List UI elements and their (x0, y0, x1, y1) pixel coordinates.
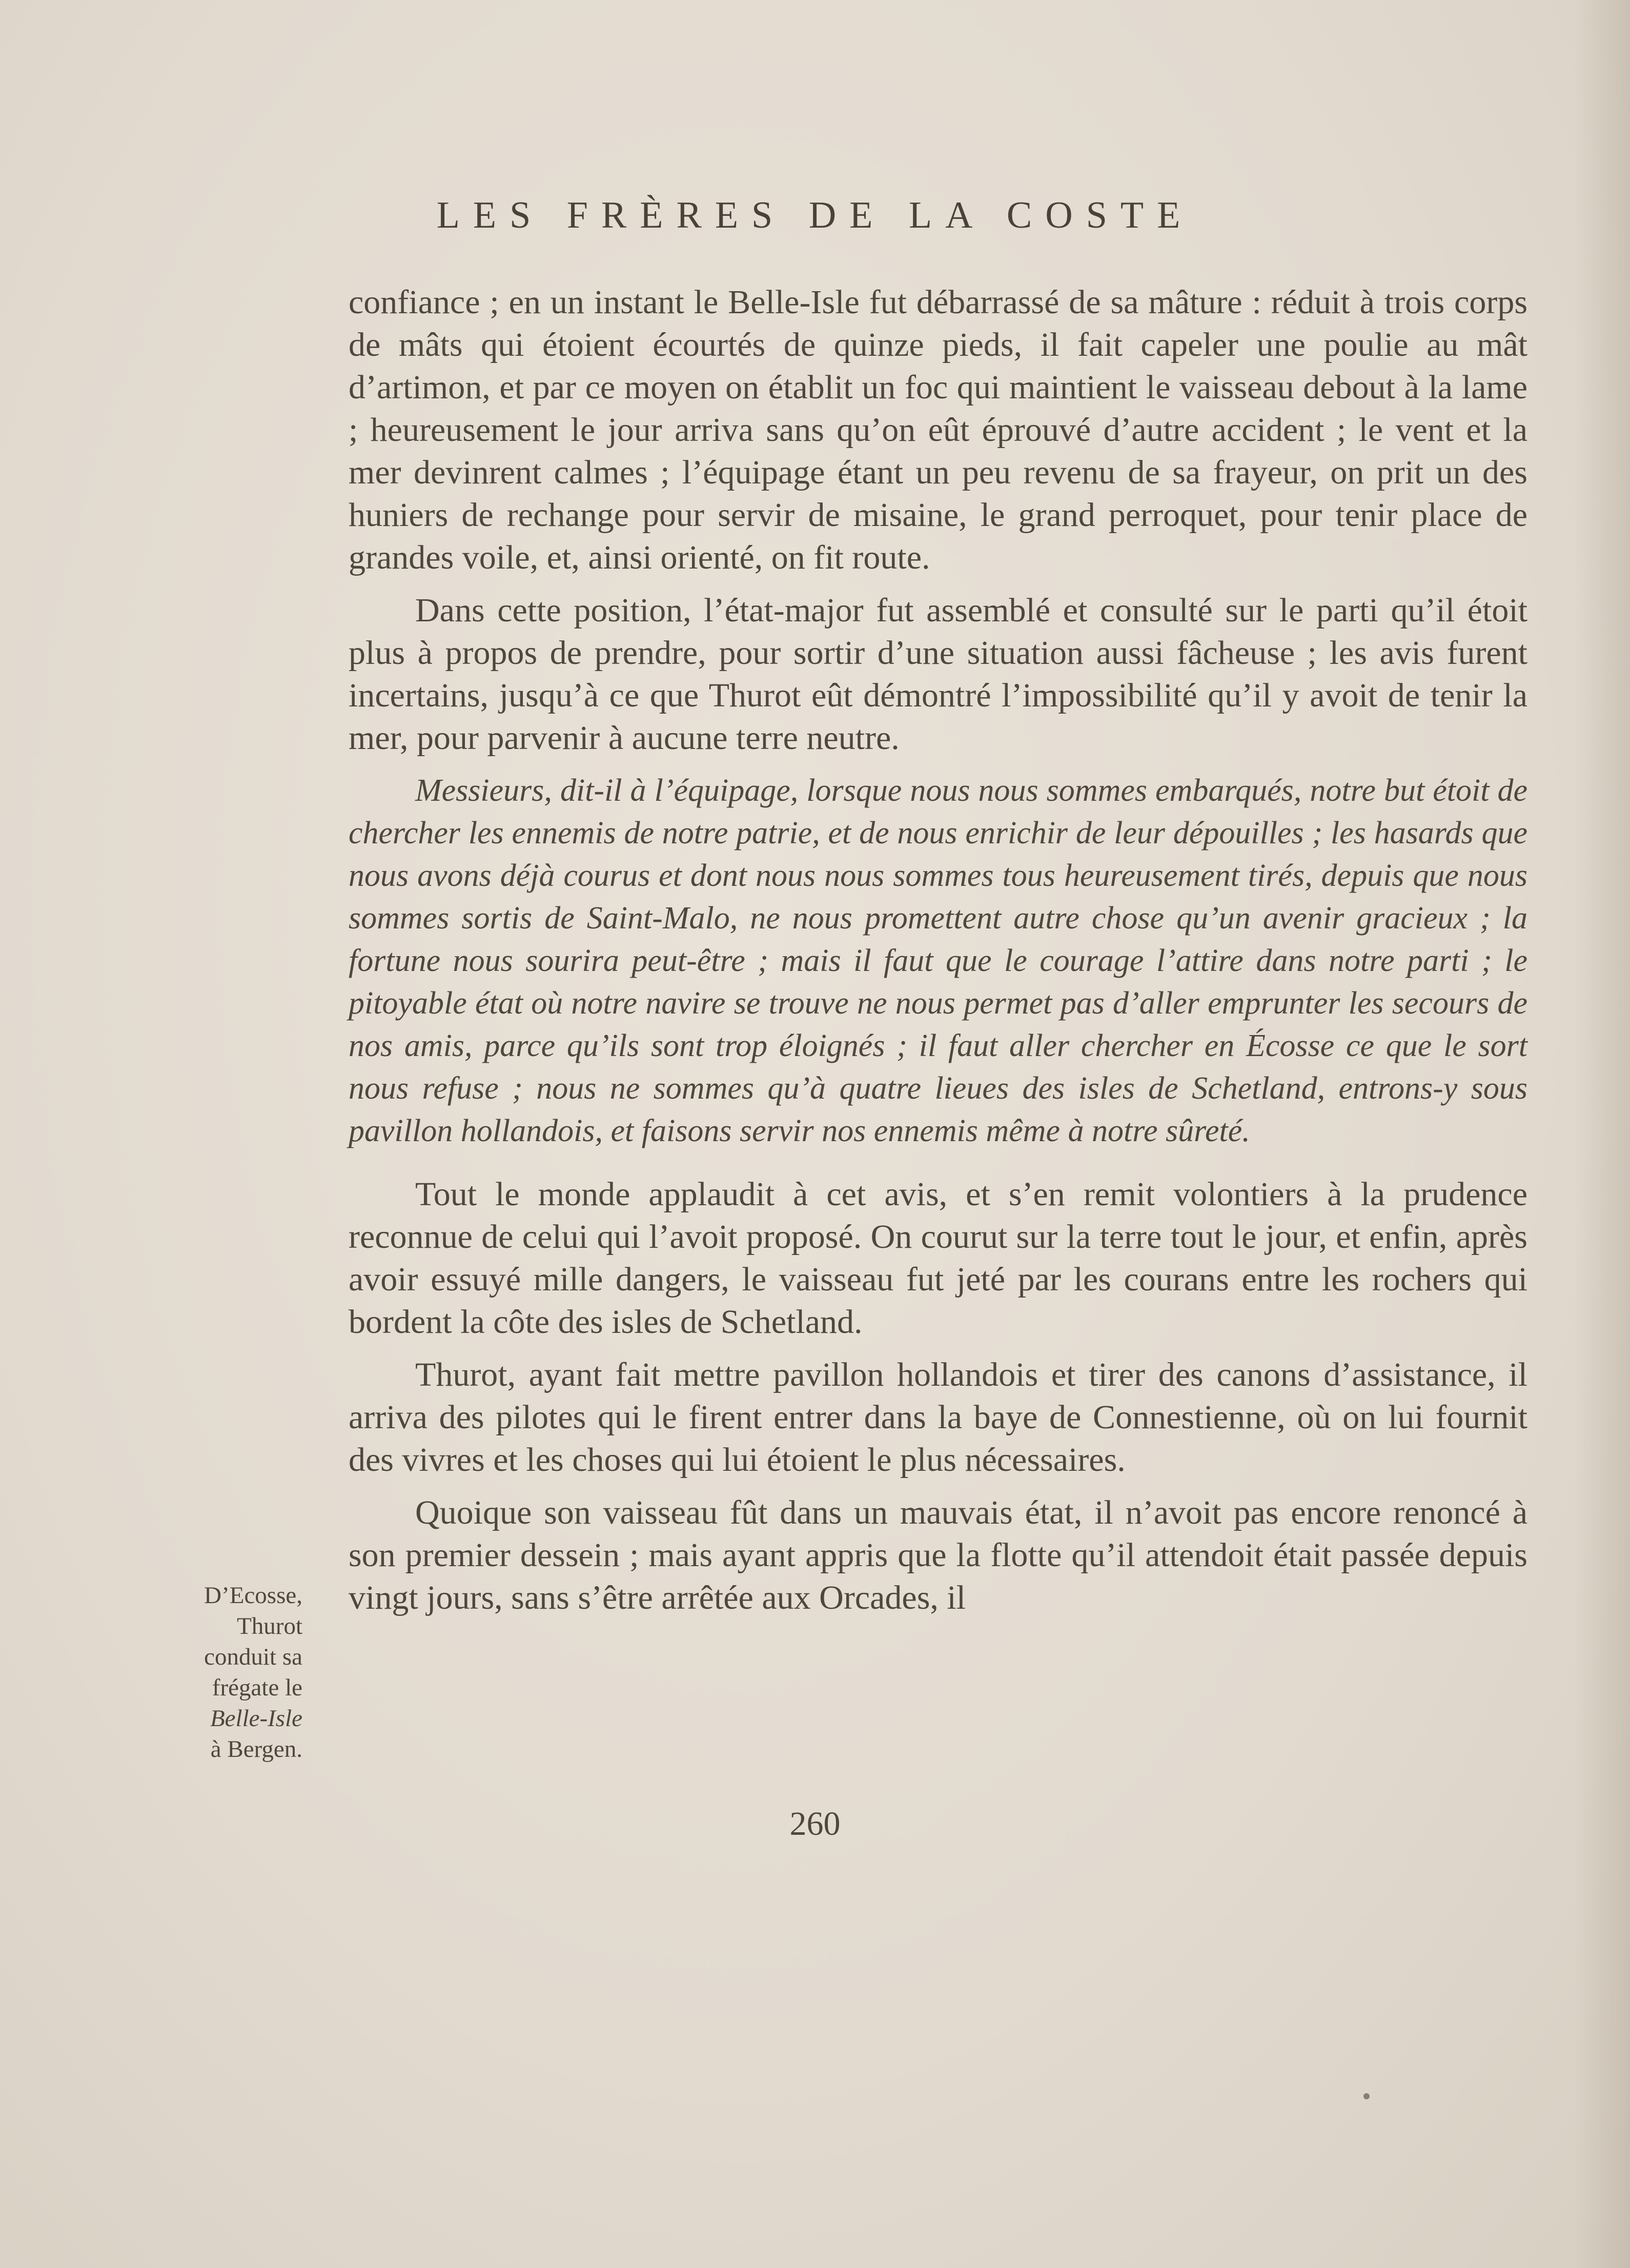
running-title: LES FRÈRES DE LA COSTE (436, 194, 1194, 236)
margin-note-line: Thurot (237, 1613, 302, 1639)
quoted-speech: Messieurs, dit-il à l’équipage, lorsque nous nous sommes embarqués, notre but étoit de chercher les ennemis de notre patrie, et de nous enrichir de leur dépouilles ; les hasards que nous avons déjà courus et dont nous nous sommes tous heureusement tirés, depuis que nous sommes sortis de Saint-Malo, ne nous promettent autre chose qu’un avenir gracieux ; la fortune nous sourira peut-être ; mais il faut que le courage l’attire dans notre parti ; le pitoyable état où notre navire se trouve ne nous permet pas d’aller emprunter les secours de nos amis, parce qu’ils sont trop éloignés ; il faut aller chercher en Écosse ce que le sort nous refuse ; nous ne sommes qu’à quatre lieues des isles de Schetland, entrons-y sous pavillon hollandois, et faisons servir nos ennemis même à notre sûreté. (349, 773, 1527, 1148)
margin-note-line: conduit sa (204, 1644, 302, 1670)
page-edge-shadow (1574, 0, 1630, 2268)
margin-note-line: frégate le (212, 1674, 302, 1701)
paragraph: Quoique son vaisseau fût dans un mauvais état, il n’avoit pas encore renoncé à son premier dessein ; mais ayant appris que la flotte qu’il attendoit était passée depuis vingt jours, sans s’être arrêtée aux Orcades, il (349, 1494, 1527, 1616)
margin-note-line: à Bergen. (210, 1736, 302, 1763)
page-number: 260 (789, 1805, 841, 1842)
paragraph: Dans cette position, l’état-major fut assemblé et consulté sur le parti qu’il étoit plus à propos de prendre, pour sortir d’une situation aussi fâcheuse ; les avis furent incertains, jusqu’à ce que Thurot eût démontré l’impossibilité qu’il y avoit de tenir la mer, pour parvenir à aucune terre neutre. (349, 592, 1527, 757)
ink-speck (1363, 2093, 1370, 2099)
margin-note (133, 1580, 302, 1765)
margin-note-line: Belle-Isle (210, 1705, 302, 1732)
paragraph: Thurot, ayant fait mettre pavillon hollandois et tirer des canons d’assistance, il arriva des pilotes qui le firent entrer dans la baye de Connestienne, où on lui fournit des vivres et les choses qui lui étoient le plus nécessaires. (349, 1356, 1527, 1479)
main-text (349, 281, 1527, 1629)
margin-note-line: D’Ecosse, (204, 1582, 302, 1609)
paragraph: confiance ; en un instant le Belle-Isle fut débarrassé de sa mâture : réduit à trois corps de mâts qui étoient écourtés de quinze pieds, il fait capeler une poulie au mât d’artimon, et par ce moyen on établit un foc qui maintient le vaisseau debout à la lame ; heureusement le jour arriva sans qu’on eût éprouvé d’autre accident ; le vent et la mer devinrent calmes ; l’équipage étant un peu revenu de sa frayeur, on prit un des huniers de rechange pour servir de misaine, le grand perroquet, pour tenir place de grandes voile, et, ainsi orienté, on fit route. (349, 284, 1527, 576)
paragraph: Tout le monde applaudit à cet avis, et s’en remit volontiers à la prudence reconnue de celui qui l’avoit proposé. On courut sur la terre tout le jour, et enfin, après avoir essuyé mille dangers, le vaisseau fut jeté par les courans entre les rochers qui bordent la côte des isles de Schetland. (349, 1176, 1527, 1341)
